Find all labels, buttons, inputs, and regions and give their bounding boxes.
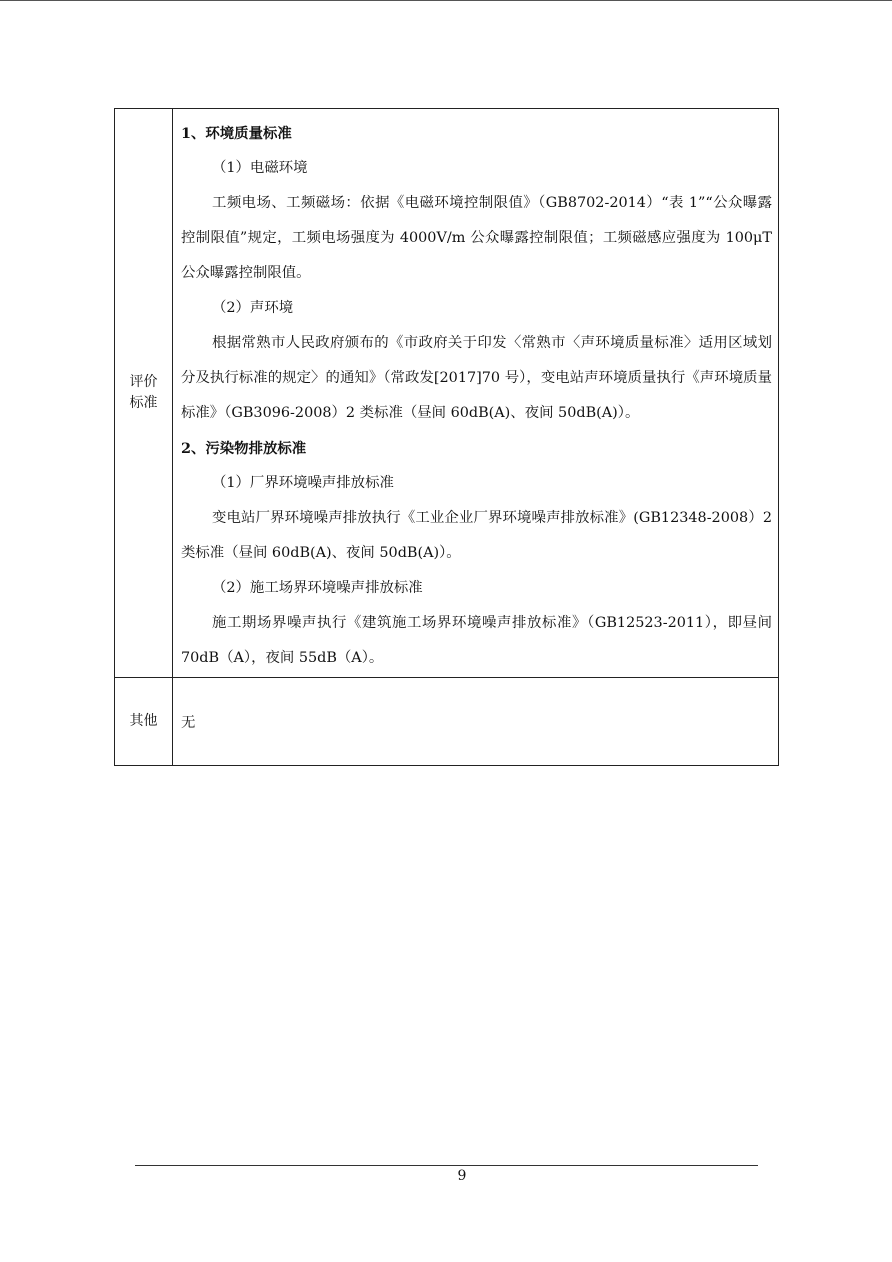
- table-row-other: [115, 678, 779, 766]
- page-number: 9: [457, 1168, 467, 1184]
- paragraph-acoustic: 根据常熟市人民政府颁布的《市政府关于印发〈常熟市〈声环境质量标准〉适用区域划分及执行标准的规定〉的通知》（常政发[2017]70 号），变电站声环境质量执行《声环境质量标准》（GB3096-2008）2 类标准（昼间 60dB(A)、夜间 50dB(A)）。: [181, 335, 772, 421]
- row-label-line1: 评价: [129, 374, 158, 390]
- row-label-evaluation-standards: [115, 109, 173, 678]
- row-label-other: 其他: [115, 678, 173, 766]
- subheading-acoustic: （2）声环境: [212, 300, 294, 316]
- standards-table: [114, 108, 779, 766]
- subheading-boundary-noise: （1）厂界环境噪声排放标准: [212, 475, 394, 491]
- subheading-electromagnetic: （1）电磁环境: [212, 160, 308, 176]
- paragraph-construction-noise: 施工期场界噪声执行《建筑施工场界环境噪声排放标准》（GB12523-2011），即昼间 70dB（A），夜间 55dB（A）。: [181, 615, 772, 666]
- section-heading-pollutant-discharge: 2、污染物排放标准: [181, 440, 307, 457]
- top-border-line: [0, 0, 892, 1]
- paragraph-electromagnetic: 工频电场、工频磁场：依据《电磁环境控制限值》（GB8702-2014）“表 1”“公众曝露控制限值”规定，工频电场强度为 4000V/m 公众曝露控制限值；工频磁感应强度为 100μT 公众曝露控制限值。: [181, 195, 772, 281]
- paragraph-boundary-noise: 变电站厂界环境噪声排放执行《工业企业厂界环境噪声排放标准》(GB12348-2008）2 类标准（昼间 60dB(A)、夜间 50dB(A)）。: [181, 510, 772, 561]
- section-heading-environmental-quality: 1、环境质量标准: [181, 125, 292, 142]
- footer-rule: [135, 1165, 758, 1166]
- row-label-line2: 标准: [129, 395, 158, 411]
- evaluation-standards-content: [173, 109, 779, 678]
- other-content: 无: [173, 678, 779, 766]
- table-row-evaluation-standards: [115, 109, 779, 678]
- subheading-construction-noise: （2）施工场界环境噪声排放标准: [212, 580, 423, 596]
